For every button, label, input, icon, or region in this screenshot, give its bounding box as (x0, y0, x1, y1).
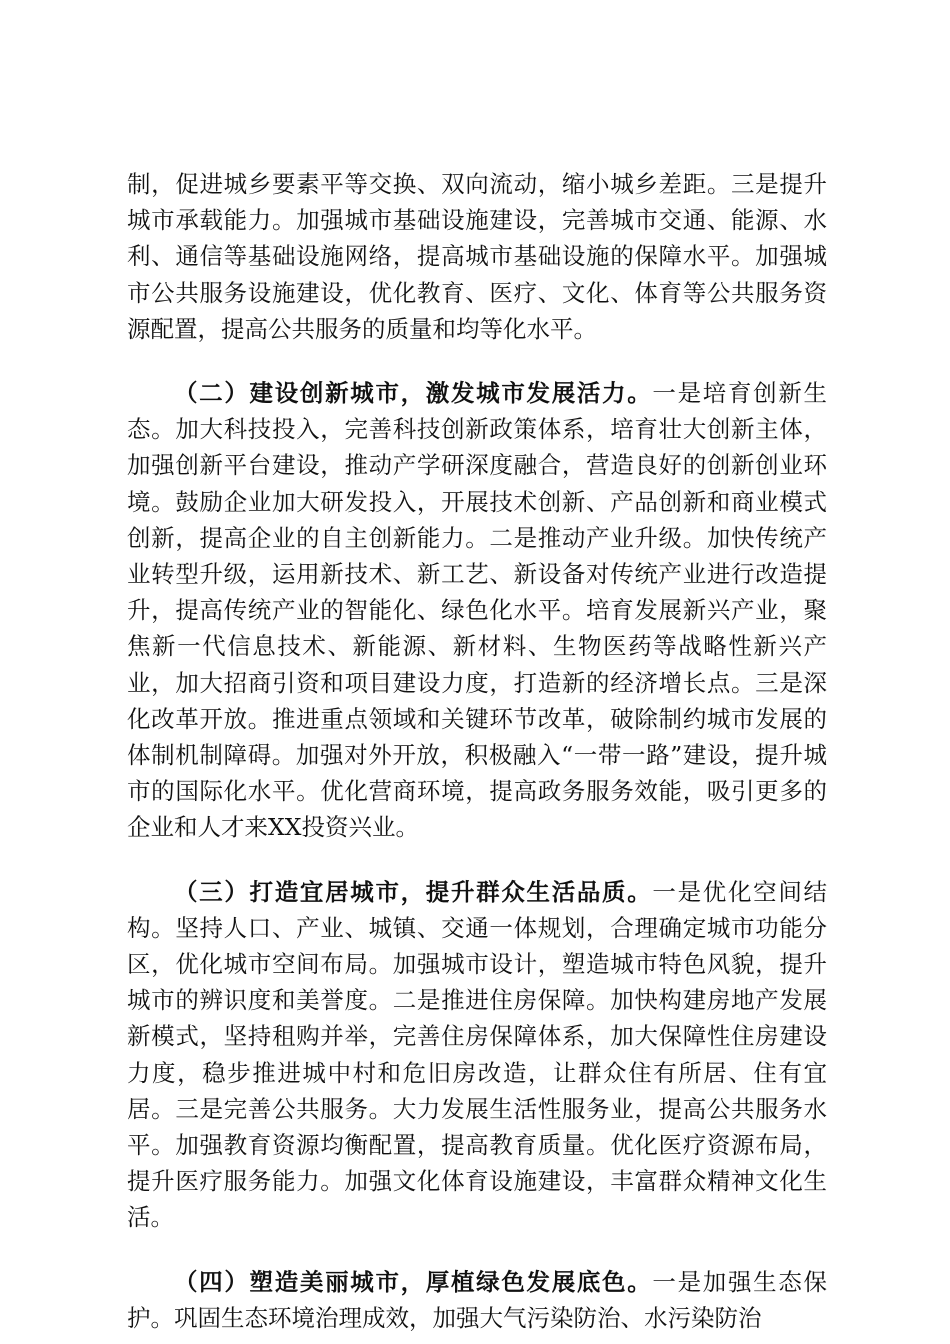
document-body (127, 166, 827, 1336)
paragraph-body: 一是培育创新生态。加大科技投入，完善科技创新政策体系，培育壮大创新主体，加强创新平台建设，推动产学研深度融合，营造良好的创新创业环境。鼓励企业加大研发投入，开展技术创新、产品创新和商业模式创新，提高企业的自主创新能力。二是推动产业升级。加快传统产业转型升级，运用新技术、新工艺、新设备对传统产业进行改造提升，提高传统产业的智能化、绿色化水平。培育发展新兴产业，聚焦新一代信息技术、新能源、新材料、生物医药等战略性新兴产业，加大招商引资和项目建设力度，打造新的经济增长点。三是深化改革开放。推进重点领域和关键环节改革，破除制约城市发展的体制机制障碍。加强对外开放，积极融入“一带一路”建设，提升城市的国际化水平。优化营商环境，提高政务服务效能，吸引更多的企业和人才来XX投资兴业。 (127, 379, 828, 842)
paragraph-section-3 (127, 874, 827, 1236)
paragraph-section-2 (127, 375, 827, 846)
paragraph-body: 一是优化空间结构。坚持人口、产业、城镇、交通一体规划，合理确定城市功能分区，优化城市空间布局。加强城市设计，塑造城市特色风貌，提升城市的辨识度和美誉度。二是推进住房保障。加快构建房地产发展新模式，坚持租购并举，完善住房保障体系，加大保障性住房建设力度，稳步推进城中村和危旧房改造，让群众住有所居、住有宜居。三是完善公共服务。大力发展生活性服务业，提高公共服务水平。加强教育资源均衡配置，提高教育质量。优化医疗资源布局，提升医疗服务能力。加强文化体育设施建设，丰富群众精神文化生活。 (127, 877, 828, 1232)
section-heading: （四）塑造美丽城市，厚植绿色发展底色。 (174, 1267, 653, 1296)
paragraph-gap (127, 347, 827, 375)
paragraph-section-4 (127, 1264, 827, 1336)
paragraph-gap (127, 846, 827, 874)
paragraph-gap (127, 1236, 827, 1264)
paragraph-body: 制，促进城乡要素平等交换、双向流动，缩小城乡差距。三是提升城市承载能力。加强城市基础设施建设，完善城市交通、能源、水利、通信等基础设施网络，提高城市基础设施的保障水平。加强城市公共服务设施建设，优化教育、医疗、文化、体育等公共服务资源配置，提高公共服务的质量和均等化水平。 (127, 170, 827, 343)
paragraph-continued (127, 166, 827, 347)
section-heading: （三）打造宜居城市，提升群众生活品质。 (174, 877, 653, 906)
paragraph-body: 一是加强生态保护。巩固生态环境治理成效，加强大气污染防治、水污染防治 (127, 1267, 828, 1332)
section-heading: （二）建设创新城市，激发城市发展活力。 (174, 379, 653, 408)
